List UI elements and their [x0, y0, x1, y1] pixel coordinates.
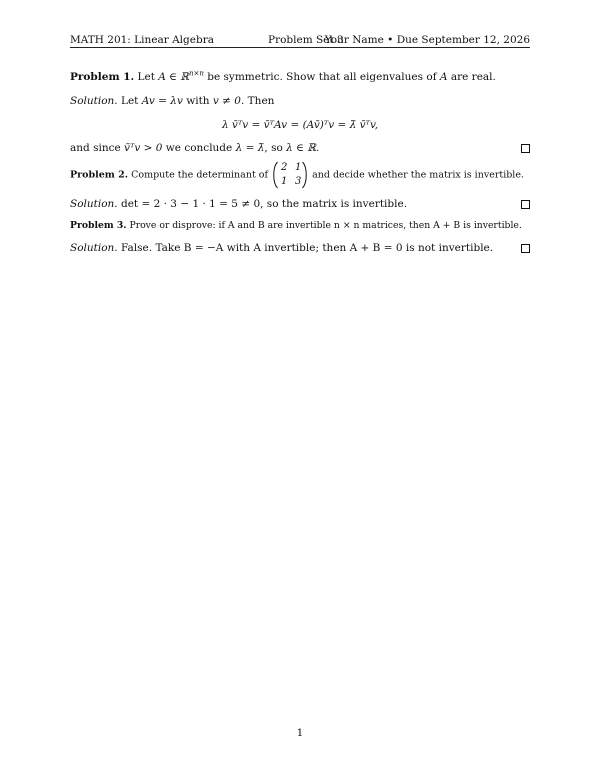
header-problem-set: Problem Set 3 [268, 34, 344, 46]
problem-1-label: Problem 1. [70, 71, 135, 83]
solution-2 [70, 197, 407, 211]
solution-1-cont-eq1: v̄ᵀv > 0 [124, 142, 163, 154]
matrix-cell: 2 [281, 162, 288, 173]
solution-1-line-1 [70, 94, 274, 108]
matrix-cell: 3 [295, 176, 302, 187]
problem-2-text-post: and decide whether the matrix is invertible. [309, 169, 524, 181]
solution-2-label: Solution. [70, 198, 118, 210]
right-paren-icon [301, 161, 309, 189]
solution-1-cont-mid: we conclude [162, 142, 236, 154]
problem-1-A: A [439, 71, 448, 83]
solution-1-cont-eq3: λ ∈ ℝ [286, 142, 316, 154]
solution-3-text: False. Take B = −A with A invertible; then A + B = 0 is not invertible. [117, 242, 494, 254]
problem-1-text-post: be symmetric. Show that all eigenvalues of [203, 71, 440, 83]
solution-1-eq2: v ≠ 0 [212, 95, 241, 107]
problem-1-text-end: are real. [447, 71, 496, 83]
problem-1-sup: n×n [189, 69, 204, 78]
page-number: 1 [296, 727, 304, 739]
solution-1-display-equation: λ v̄ᵀv = v̄ᵀAv = (Av̄)ᵀv = λ̄ v̄ᵀv, [221, 119, 379, 131]
solution-1-eq1: Av = λv [141, 95, 183, 107]
solution-3-label: Solution. [70, 242, 118, 254]
qed-box-2 [521, 200, 530, 209]
problem-1 [70, 70, 496, 84]
solution-1-text3: . Then [241, 95, 275, 107]
problem-2-text-pre: Compute the determinant of [128, 169, 272, 181]
problem-1-math: A ∈ ℝ [158, 71, 190, 83]
header-name-due: Your Name • Due September 12, 2026 [324, 34, 530, 46]
solution-3 [70, 241, 493, 255]
problem-1-text-pre: Let [134, 71, 159, 83]
problem-3 [70, 219, 522, 233]
qed-box-3 [521, 244, 530, 253]
solution-1-label: Solution. [70, 95, 118, 107]
problem-2-label: Problem 2. [70, 169, 129, 181]
running-header [70, 33, 530, 47]
header-rule [70, 47, 530, 48]
solution-1-cont-pre: and since [70, 142, 125, 154]
left-paren-icon [271, 161, 279, 189]
matrix-cell: 1 [281, 176, 288, 187]
matrix-2x2 [271, 161, 309, 189]
problem-2 [70, 161, 524, 189]
solution-1-cont-mid2: , so [264, 142, 287, 154]
solution-1-cont-eq2: λ = λ̄ [235, 142, 265, 154]
solution-1-text2: with [182, 95, 213, 107]
solution-2-text: det = 2 · 3 − 1 · 1 = 5 ≠ 0, so the matrix is invertible. [117, 198, 408, 210]
matrix-cell: 1 [295, 162, 302, 173]
solution-1-cont-end: . [315, 142, 320, 154]
solution-1-line-2 [70, 141, 319, 155]
problem-3-text: Prove or disprove: if A and B are invertible n × n matrices, then A + B is invertible. [126, 220, 522, 231]
solution-1-text1: Let [117, 95, 142, 107]
header-course: MATH 201: Linear Algebra [70, 34, 214, 46]
problem-3-label: Problem 3. [70, 220, 127, 231]
qed-box-1 [521, 144, 530, 153]
